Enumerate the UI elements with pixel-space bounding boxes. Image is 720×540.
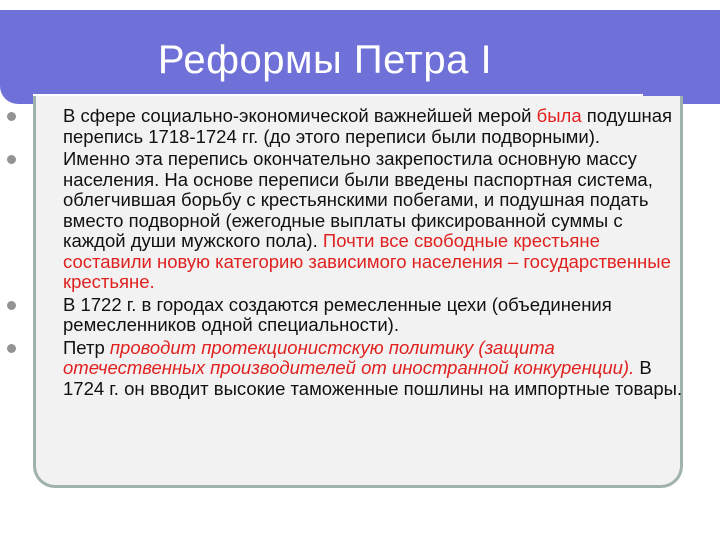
bullet-item	[0, 149, 688, 293]
slide-title: Реформы Петра I	[157, 38, 493, 82]
bullet-dot-icon	[7, 344, 16, 353]
bullet-text-normal: Петр	[63, 336, 110, 358]
bullet-text-normal: В 1722 г. в городах создаются ремесленные цехи (объединения ремесленников одной специальности).	[63, 293, 612, 335]
bullet-text-normal: В 1724 г. он вводит высокие таможенные пошлины на импортные товары.	[63, 357, 683, 399]
bullet-item	[0, 338, 688, 400]
bullet-dot-icon	[7, 155, 16, 164]
bullet-list	[0, 106, 688, 401]
bullet-text-normal: подушная перепись 1718-1724 гг. (до этого переписи были подворными).	[63, 105, 673, 147]
bullet-text-highlight: была	[536, 105, 582, 126]
bullet-item	[0, 106, 688, 147]
bullet-text-highlight: Почти все свободные крестьяне составили новую категорию зависимого населения – государственные крестьяне.	[63, 230, 671, 292]
bullet-text-normal: Именно эта перепись окончательно закрепостила основную массу населения. На основе переписи были введены паспортная система, облегчившая борьбу с крестьянскими побегами, и подушная подать вместо подворной (ежегодные выплаты фиксированной суммы с каждой души мужского пола).	[63, 148, 653, 251]
bullet-dot-icon	[7, 112, 16, 121]
bullet-item	[0, 295, 688, 336]
bullet-text-highlight-italic: проводит протекционистскую политику (защита отечественных производителей от иностранной конкуренции).	[63, 336, 635, 378]
bullet-dot-icon	[7, 301, 16, 310]
bullet-text-normal: В сфере социально-экономической важнейшей мерой	[63, 105, 537, 126]
